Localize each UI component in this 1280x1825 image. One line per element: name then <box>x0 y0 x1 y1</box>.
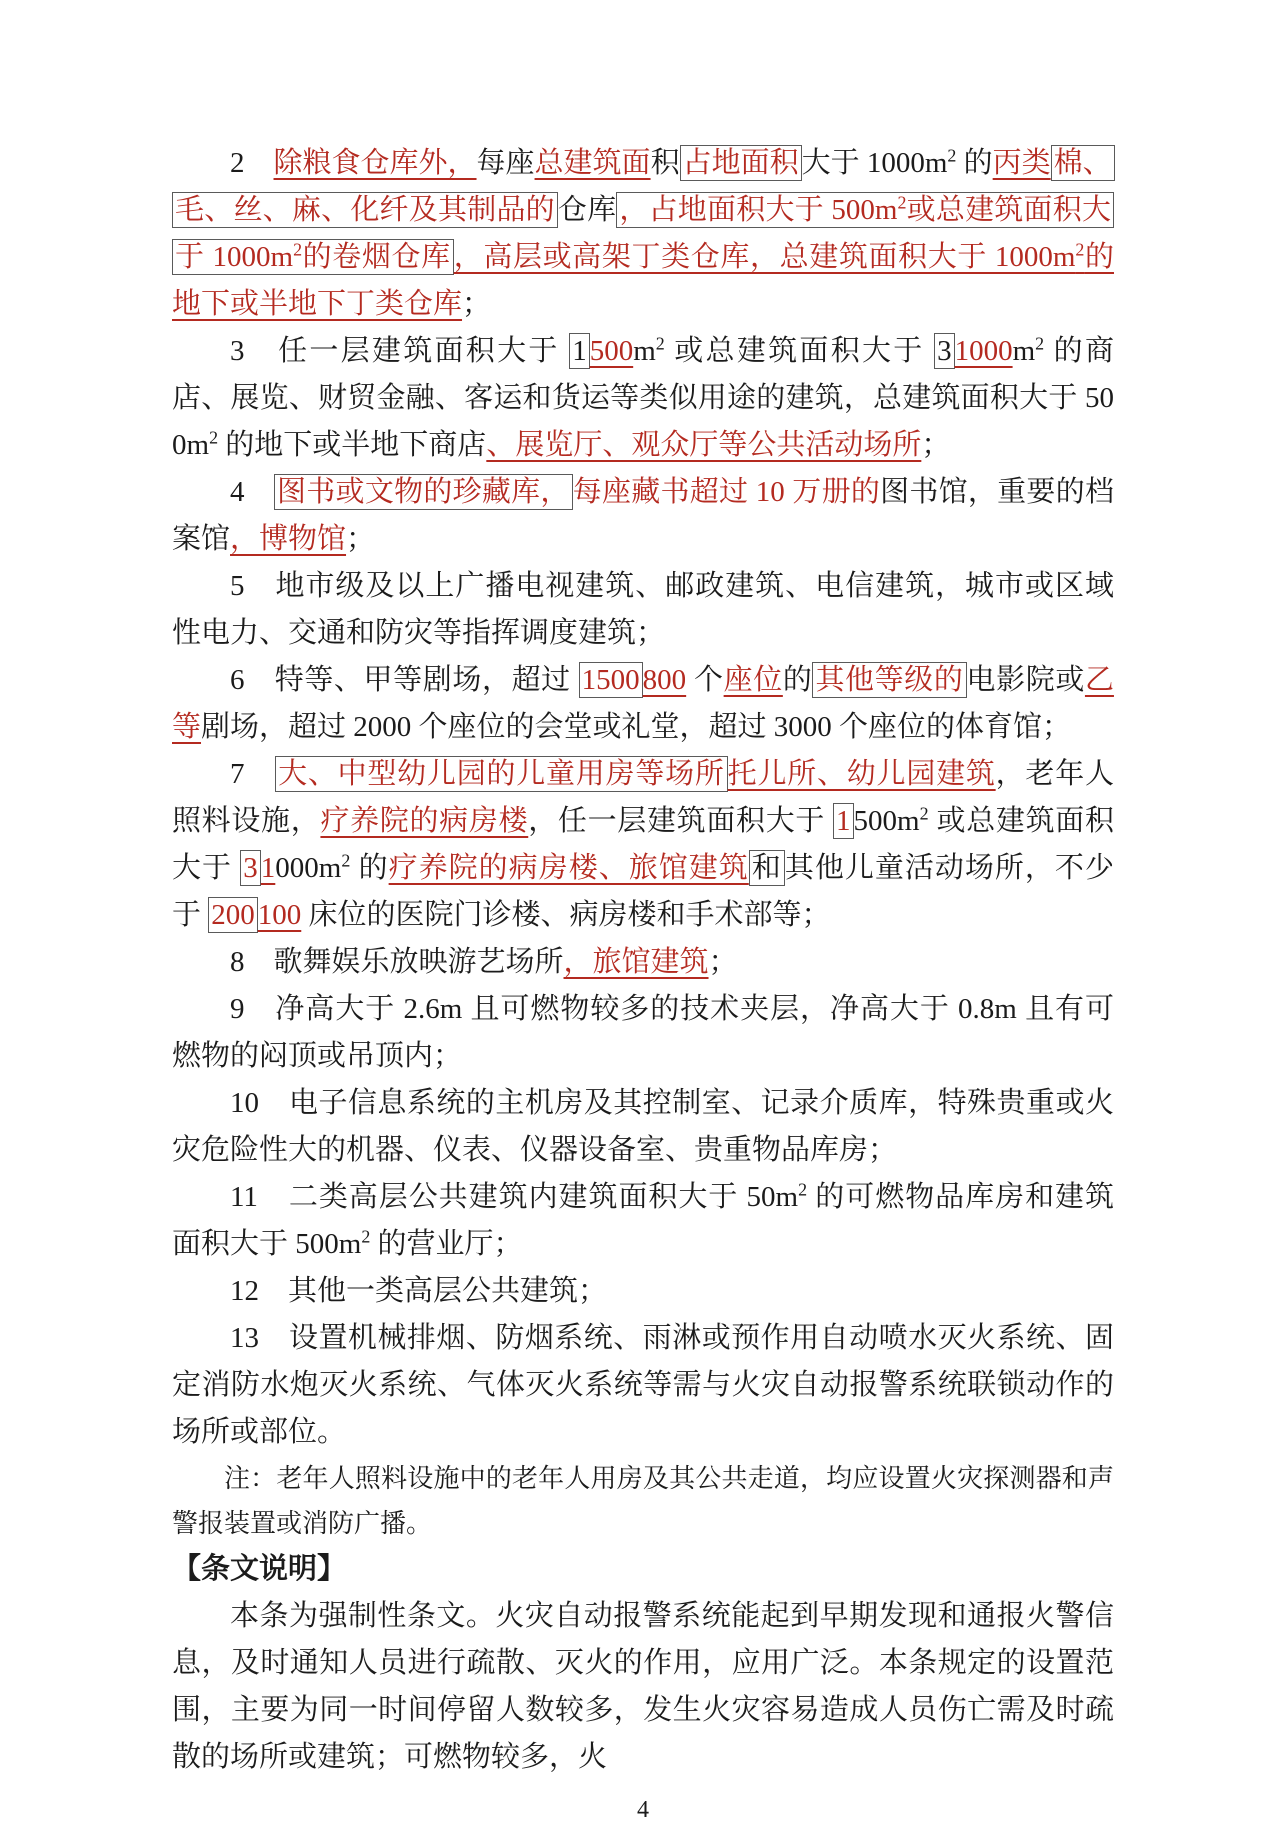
text-run-n: 积 <box>650 147 680 179</box>
text-run-n: 仓库 <box>557 194 617 226</box>
text-run-n: 大于 $1000m^2$ 的 <box>801 145 993 179</box>
text-run-n: 注：老年人照料设施中的老年人用房及其公共走道，均应设置火灾探测器和声警报装置或消防广播。 <box>172 1464 1114 1538</box>
text-run-n: 个 <box>686 664 724 696</box>
paragraph-item-3 <box>172 328 1114 469</box>
text-run-ins: 托儿所、幼儿园建筑 <box>727 758 996 790</box>
paragraph-item-9 <box>172 986 1114 1080</box>
text-run-red: 每座藏书超过 10 万册的 <box>572 476 881 508</box>
text-run-ins: 800 <box>642 664 687 696</box>
text-run-ins: 总建筑面 <box>534 147 651 179</box>
superscript: 2 <box>1075 239 1085 260</box>
text-run-ins: 、展览厅、观众厅等公共活动场所 <box>486 429 922 461</box>
paragraph-item-5 <box>172 563 1114 657</box>
text-run-n: 12 其他一类高层公共建筑； <box>230 1275 608 1307</box>
paragraph-item-13 <box>172 1315 1114 1456</box>
page-number: 4 <box>637 1797 649 1823</box>
text-run-n: ，任一层建筑面积大于 <box>528 805 834 837</box>
text-run-n: $m^2$ 或总建筑面积大于 <box>633 333 935 367</box>
text-run-ins: 1000 <box>954 335 1013 367</box>
text-run-n: ； <box>346 523 376 555</box>
superscript: 2 <box>897 192 907 213</box>
text-run-n: 11 二类高层公共建筑内建筑面积大于 $50m^2$ 的可燃物品库房和建筑面积大于 $500m^2$ 的营业厅； <box>172 1179 1114 1260</box>
text-run-n: ； <box>708 946 738 978</box>
text-run-ins: 疗养院的病房楼 <box>320 805 529 837</box>
text-run-n: 剧场，超过 2000 个座位的会堂或礼堂，超过 3000 个座位的体育馆； <box>201 711 1072 743</box>
superscript: 2 <box>293 239 303 260</box>
text-run-ins: 乙等 <box>172 664 1114 743</box>
text-run-n: 7 <box>230 758 276 790</box>
text-run-n: 电影院或 <box>966 664 1085 696</box>
text-run-n: $500m^2$ 或总建筑面积大于 <box>172 803 1114 884</box>
text-run-n: ； <box>921 429 951 461</box>
document-body <box>172 140 1114 1781</box>
text-run-n: 床位的医院门诊楼、病房楼和手术部等； <box>301 899 831 931</box>
text-run-delk: 3 <box>934 333 955 369</box>
text-run-n: 本条为强制性条文。火灾自动报警系统能起到早期发现和通报火警信息，及时通知人员进行疏散、灭火的作用，应用广泛。本条规定的设置范围，主要为同一时间停留人数较多，发生火灾容易造成人员伤亡需及时疏散的场所或建筑；可燃物较多，火 <box>172 1600 1114 1773</box>
text-run-n: 13 设置机械排烟、防烟系统、雨淋或预作用自动喷水灭火系统、固定消防水炮灭火系统、气体灭火系统等需与火灾自动报警系统联锁动作的场所或部位。 <box>172 1322 1114 1448</box>
paragraph-item-11 <box>172 1174 1114 1268</box>
text-run-del: 其他等级的 <box>812 662 966 698</box>
paragraph-item-2 <box>172 140 1114 328</box>
paragraph-item-12 <box>172 1268 1114 1315</box>
text-run-n: 10 电子信息系统的主机房及其控制室、记录介质库，特殊贵重或火灾危险性大的机器、仪表、仪器设备室、贵重物品库房； <box>172 1087 1114 1166</box>
text-run-del: 图书或文物的珍藏库， <box>274 474 573 510</box>
text-run-n: 3 任一层建筑面积大于 <box>230 335 570 367</box>
paragraph-item-7 <box>172 751 1114 939</box>
superscript: 2 <box>655 333 665 354</box>
text-run-ins: 座位 <box>723 664 783 696</box>
text-run-del: 大、中型幼儿园的儿童用房等场所 <box>275 756 728 792</box>
text-run-delk: 1 <box>569 333 590 369</box>
text-run-n: 图书馆，重要的档案馆 <box>172 476 1114 555</box>
text-run-n: 【条文说明】 <box>172 1553 347 1585</box>
text-run-del: 3 <box>240 850 261 886</box>
text-run-n: $000m^2$ 的 <box>275 850 389 884</box>
text-run-n: 4 <box>230 476 275 508</box>
text-run-n: 8 歌舞娱乐放映游艺场所 <box>230 946 564 978</box>
text-run-ins: 丙类 <box>992 147 1051 179</box>
superscript: 2 <box>361 1226 371 1247</box>
text-run-del: 1500 <box>579 662 643 698</box>
paragraph-item-8 <box>172 939 1114 986</box>
text-run-delk: 和 <box>749 850 785 886</box>
paragraph-item-10 <box>172 1080 1114 1174</box>
text-run-ins: 除粮食仓库外， <box>273 147 477 179</box>
text-run-ins: ，博物馆 <box>230 523 347 555</box>
text-run-ins: 1 <box>260 852 276 884</box>
text-run-ins: ，旅馆建筑 <box>563 946 709 978</box>
text-run-n: ，老年人照料设施， <box>172 758 1114 837</box>
text-run-n: 2 <box>230 147 274 179</box>
text-run-n: 每座 <box>476 147 535 179</box>
text-run-del: ，占地面积大于 $500m^2$或总建筑面积大于 $1000m^2$的卷烟仓库 <box>172 192 1114 275</box>
text-run-n: 5 地市级及以上广播电视建筑、邮政建筑、电信建筑，城市或区域性电力、交通和防灾等指挥调度建筑； <box>172 570 1114 649</box>
paragraph-note <box>172 1456 1114 1546</box>
text-run-n: 的 <box>782 664 813 696</box>
text-run-ins: 100 <box>257 899 302 931</box>
superscript: 2 <box>798 1179 808 1200</box>
text-run-ins: ，高层或高架丁类仓库，总建筑面积大于 $1000m^2$的地下或半地下丁类仓库 <box>172 239 1114 320</box>
paragraph-item-6 <box>172 657 1114 751</box>
paragraph-commentary-1 <box>172 1593 1114 1781</box>
superscript: 2 <box>209 427 219 448</box>
superscript: 2 <box>919 803 929 824</box>
superscript: 2 <box>1035 333 1045 354</box>
superscript: 2 <box>341 850 351 871</box>
text-run-ins: 500 <box>589 335 634 367</box>
paragraph-section-heading <box>172 1546 1114 1593</box>
superscript: 2 <box>947 145 957 166</box>
text-run-ins: 疗养院的病房楼、旅馆建筑 <box>388 852 749 884</box>
paragraph-item-4 <box>172 469 1114 563</box>
text-run-del: 200 <box>208 897 258 933</box>
text-run-n: 9 净高大于 2.6m 且可燃物较多的技术夹层，净高大于 0.8m 且有可燃物的闷顶或吊顶内； <box>172 993 1114 1072</box>
text-run-n: 其他儿童活动场所，不少于 <box>172 852 1114 931</box>
text-run-n: 6 特等、甲等剧场，超过 <box>230 664 579 696</box>
text-run-del: 棉、毛、丝、麻、化纤及其制品的 <box>172 145 1115 228</box>
text-run-del: 1 <box>833 803 854 839</box>
text-run-n: $m^2$ 的商店、展览、财贸金融、客运和货运等类似用途的建筑，总建筑面积大于 $500m^2$ 的地下或半地下商店 <box>172 333 1114 461</box>
text-run-n: ； <box>462 288 492 320</box>
text-run-del: 占地面积 <box>680 145 802 181</box>
